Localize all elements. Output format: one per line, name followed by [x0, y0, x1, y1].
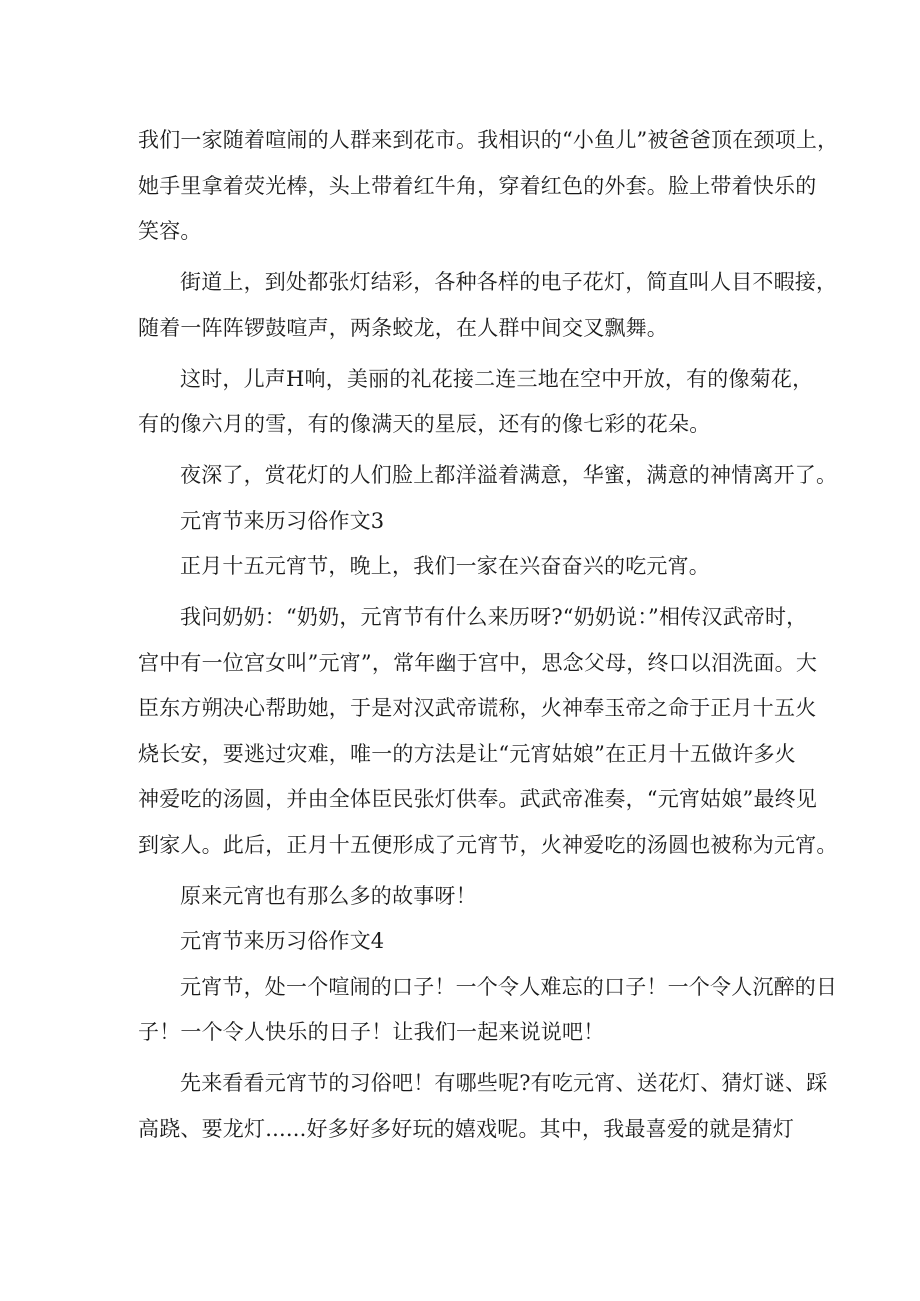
text-line: 高跷、要龙灯......好多好多好玩的嬉戏呢。其中，我最喜爱的就是猜灯	[138, 1116, 795, 1141]
text-line: 夜深了，赏花灯的人们脸上都洋溢着满意，华蜜，满意的神情离开了。	[180, 463, 838, 487]
text-line: 宫中有一位宫女叫”元宵”，常年幽于宫中，思念父母，终口以泪洗面。大	[138, 650, 818, 675]
text-line: 到家人。此后，正月十五便形成了元宵节，火神爱吃的汤圆也被称为元宵。	[138, 832, 838, 857]
text-line: 随着一阵阵锣鼓喧声，两条蛟龙，在人群中间交叉飘舞。	[138, 315, 668, 340]
document-body	[138, 118, 839, 1152]
text-line: 这时，儿声H响，美丽的礼花接二连三地在空中开放，有的像菊花，	[180, 366, 814, 391]
section-heading: 元宵节来历习俗作文3	[180, 508, 385, 533]
text-line: 神爱吃的汤圆，并由全体臣民张灯供奉。武武帝准奏，“元宵姑娘”最终见	[138, 787, 818, 811]
text-line: 原来元宵也有那么多的故事呀！	[180, 883, 477, 908]
text-line: 先来看看元宵节的习俗吧！有哪些呢?有吃元宵、送花灯、猜灯谜、踩	[180, 1071, 828, 1095]
text-line: 有的像六月的雪，有的像满天的星辰，还有的像七彩的花朵。	[138, 412, 711, 436]
text-line: 子！一个令人快乐的日子！让我们一起来说说吧！	[138, 1020, 605, 1044]
text-line: 我们一家随着喧闹的人群来到花市。我相识的“小鱼儿”被爸爸顶在颈项上，	[138, 128, 839, 152]
text-line: 元宵节，处一个喧闹的口子！一个令人难忘的口子！一个令人沉醉的日	[180, 974, 838, 999]
text-line: 街道上，到处都张灯结彩，各种各样的电子花灯，简直叫人目不暇接，	[180, 270, 838, 294]
text-line: 她手里拿着荧光棒，头上带着红牛角，穿着红色的外套。脸上带着快乐的	[138, 173, 817, 198]
section-heading: 元宵节来历习俗作文4	[180, 929, 385, 953]
text-line: 笑容。	[138, 219, 202, 243]
text-line: 烧长安，要逃过灾难，唯一的方法是让“元宵姑娘”在正月十五做许多火	[138, 741, 796, 766]
text-line: 我问奶奶：“奶奶，元宵节有什么来历呀?“奶奶说：”相传汉武帝时，	[180, 605, 808, 629]
text-line: 臣东方朔决心帮助她，于是对汉武帝谎称，火神奉玉帝之命于正月十五火	[138, 696, 817, 720]
text-line: 正月十五元宵节，晚上，我们一家在兴奋奋兴的吃元宵。	[180, 554, 710, 578]
